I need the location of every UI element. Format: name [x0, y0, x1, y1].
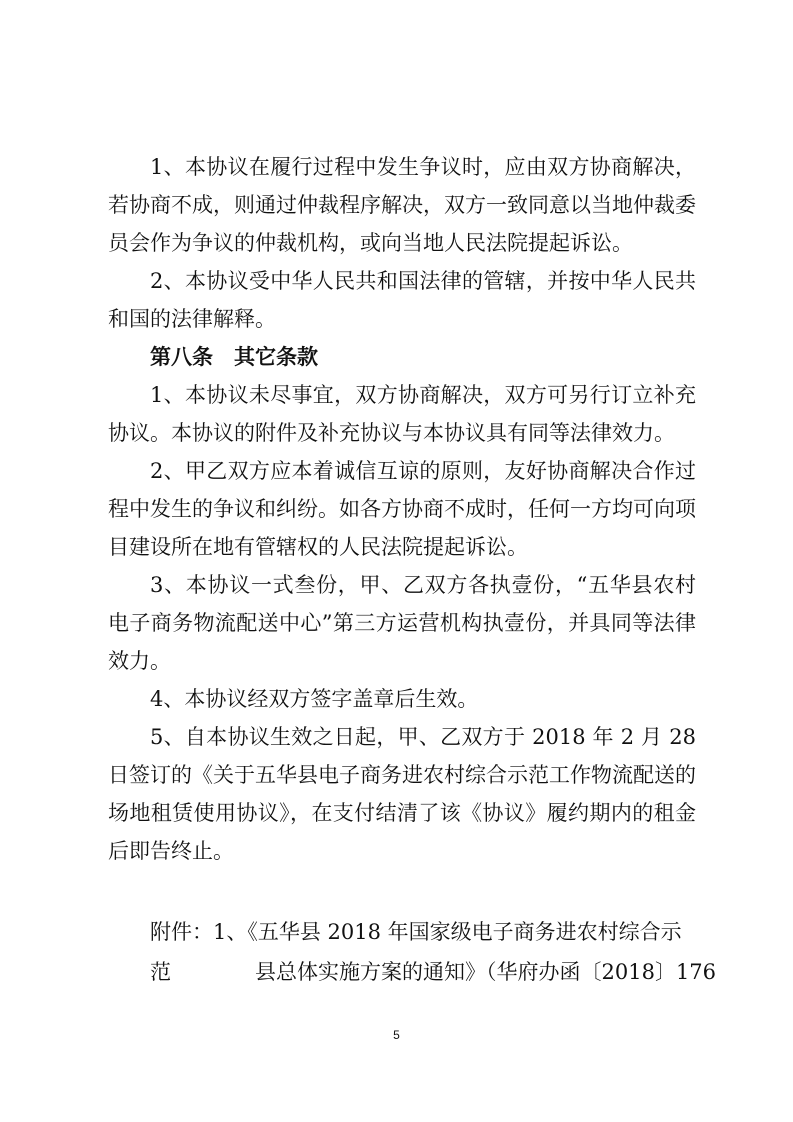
page-number: 5 [393, 1028, 400, 1042]
paragraph-supplementary: 1、本协议未尽事宜，双方协商解决，双方可另行订立补充协议。本协议的附件及补充协议与本协议具有同等法律效力。 [108, 383, 696, 445]
paragraph-good-faith: 2、甲乙双方应本着诚信互谅的原则，友好协商解决合作过程中发生的争议和纠纷。如各方协商不成时，任何一方均可向项目建设所在地有管辖权的人民法院提起诉讼。 [108, 459, 696, 559]
paragraph-copies: 3、本协议一式叁份，甲、乙双方各执壹份，“五华县农村电子商务物流配送中心”第三方运营机构执壹份，并具同等法律效力。 [108, 573, 696, 673]
attachment-line-1: 附件：1、《五华县 2018 年国家级电子商务进农村综合示范 [150, 920, 682, 984]
paragraph-termination: 5、自本协议生效之日起，甲、乙双方于 2018 年 2 月 28 日签订的《关于五华县电子商务进农村综合示范工作物流配送的场地租赁使用协议》，在支付结清了该《协议》履约期内的租金后即告终止。 [108, 725, 696, 863]
attachment-line-2: 县总体实施方案的通知》（华府办函〔2018〕176 [255, 960, 717, 984]
section-heading-article-8: 第八条 其它条款 [150, 344, 318, 369]
paragraph-governing-law: 2、本协议受中华人民共和国法律的管辖，并按中华人民共和国的法律解释。 [108, 269, 696, 331]
paragraph-effective: 4、本协议经双方签字盖章后生效。 [150, 687, 479, 711]
paragraph-dispute-resolution: 1、本协议在履行过程中发生争议时，应由双方协商解决，若协商不成，则通过仲裁程序解决，双方一致同意以当地仲裁委员会作为争议的仲裁机构，或向当地人民法院提起诉讼。 [108, 155, 696, 255]
